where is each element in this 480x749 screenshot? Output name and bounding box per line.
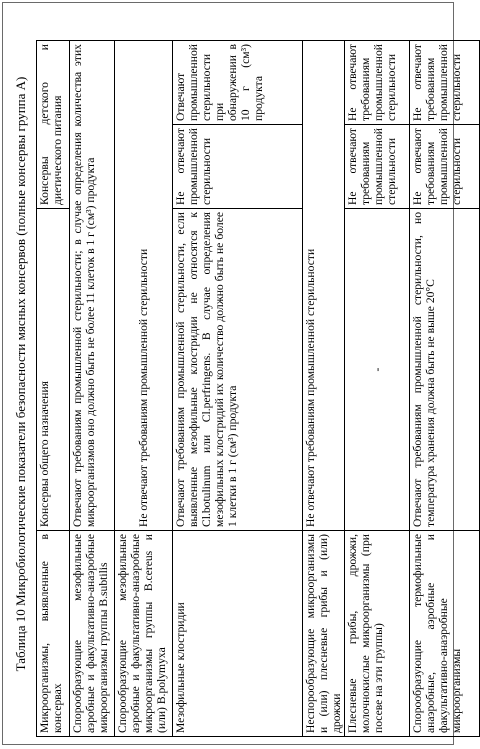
organism-cell: Мезофильные клостридии bbox=[173, 531, 303, 737]
organism-cell: Неспорообразующие микроорганизмы и (или) плесневые грибы и (или) дрожжи bbox=[303, 531, 345, 737]
requirement-cell: Отвечают требованиям промышленной стерильности; в случае определения количества этих микроорганизмов оно должно быть не более 11 клеток в 1 г (см³) продукта bbox=[70, 41, 115, 531]
table-row bbox=[173, 41, 303, 737]
header-organisms: Микроорганизмы, выявленные в консервах bbox=[37, 531, 70, 737]
table-row bbox=[345, 41, 410, 737]
safety-table bbox=[36, 40, 480, 737]
table-row bbox=[303, 41, 345, 737]
requirement-cell: Отвечают требованиям промышленной стерильности, но температура хранения должна быть не выше 20°С bbox=[410, 209, 480, 531]
children-cell-a: Не отвечают промышленной стерильности bbox=[173, 125, 303, 209]
table-row bbox=[70, 41, 115, 737]
header-children: Консервы детского и диетического питания bbox=[37, 41, 70, 209]
organism-cell: Спорообразующие мезофильные аэробные и факультативно-анаэробные микроорганизмы группы B.cereus и (или) B.polymyxa bbox=[115, 531, 173, 737]
header-row bbox=[37, 41, 70, 737]
header-general: Консервы общего назначения bbox=[37, 209, 70, 531]
organism-cell: Спорообразующие мезофильные аэробные и факультативно-анаэробные микроорганизмы группы B.subtilis bbox=[70, 531, 115, 737]
organism-cell: Плесневые грибы, дрожжи, молочнокислые микроорганизмы (при посеве на эти группы) bbox=[345, 531, 410, 737]
children-cell-b: Не отвечают требованиям промышленной стерильности bbox=[345, 41, 410, 125]
requirement-cell: Не отвечают требованиям промышленной стерильности bbox=[303, 41, 345, 531]
children-cell-b: Не отвечают требованиям промышленной стерильности bbox=[410, 41, 480, 125]
children-cell-b: Отвечают промышленной стерильности при обнаружении в 10 г (см³) продукта bbox=[173, 41, 303, 125]
children-cell-a: Не отвечают требованиям промышленной стерильности bbox=[345, 125, 410, 209]
table-row bbox=[115, 41, 173, 737]
requirement-cell: Не отвечают требованиям промышленной стерильности bbox=[115, 41, 173, 531]
children-cell-a: Не отвечают требованиям промышленной стерильности bbox=[410, 125, 480, 209]
rotated-page bbox=[4, 3, 463, 745]
requirement-cell: - bbox=[345, 209, 410, 531]
table-caption: Таблица 10 Микробиологические показатели безопасности мясных консервов (полные консервы группа А) bbox=[13, 76, 28, 672]
requirement-cell: Отвечают требованиям промышленной стерильности, если выявленные мезофильные клостридии не относятся к Cl.botulinum или Cl.perfringens. В случае определения мезофильных клостридий их количество должно быть не более 1 клетки в 1 г (см³) продукта bbox=[173, 209, 303, 531]
table-row bbox=[410, 41, 480, 737]
organism-cell: Спорообразующие термофильные анаэробные, аэробные и факультативно-анаэробные микроорганизмы bbox=[410, 531, 480, 737]
